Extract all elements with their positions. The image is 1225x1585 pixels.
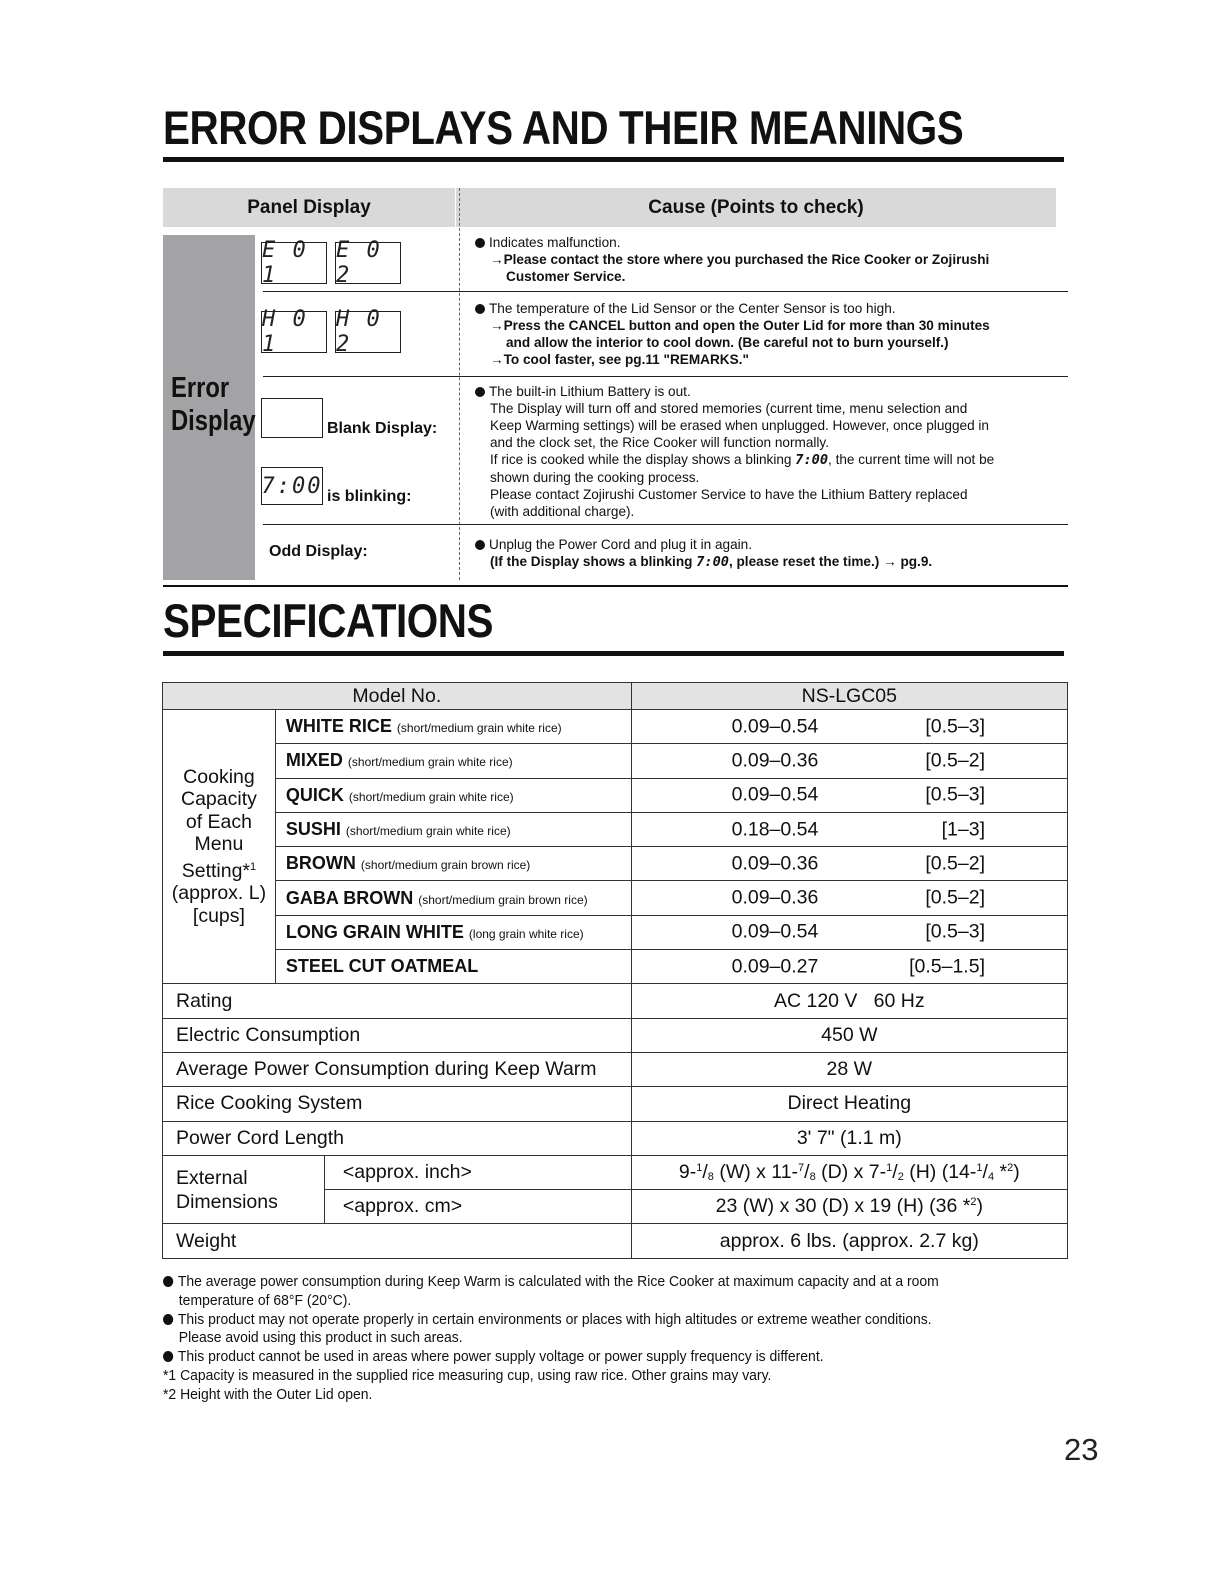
keep-warm-power-value: 28 W (631, 1052, 1067, 1086)
table-row (163, 984, 1068, 1018)
table-row (163, 1087, 1068, 1121)
dimensions-cm-value: 23 (W) x 30 (D) x 19 (H) (36 *$^2$) (631, 1190, 1067, 1224)
bullet-icon (163, 1276, 173, 1287)
table-row (163, 881, 1068, 915)
blank-display-label: Blank Display: (327, 420, 438, 437)
menu-sushi: SUSHI (short/medium grain white rice) (275, 812, 631, 846)
weight-label: Weight (163, 1224, 632, 1258)
table-row (163, 950, 1068, 984)
capacity-value: 0.09–0.54 [0.5–3] (631, 915, 1067, 949)
cause-battery: The built-in Lithium Battery is out. The Display will turn off and stored memories (current time, menu selection and Keep Warming settings) will be erased when unplugged. However, once plugged in and the clock set, the Rice Cooker will function normally. If rice is cooked while the display shows a blinking 7:00, the current time will not be shown during the cooking process. Please contact Zojirushi Customer Service to have the Lithium Battery replaced (with additional charge). (475, 383, 1060, 520)
lcd-blank (261, 398, 323, 438)
table-row (163, 710, 1068, 744)
col-header-panel: Panel Display (163, 188, 455, 227)
capacity-value: 0.09–0.27 [0.5–1.5] (631, 950, 1067, 984)
capacity-value: 0.09–0.36 [0.5–2] (631, 847, 1067, 881)
side-label-line-1: Error (171, 372, 230, 404)
footnote-1: *1 Capacity is measured in the supplied rice measuring cup, using raw rice. Other grains may vary. (163, 1366, 772, 1384)
table-row (163, 1224, 1068, 1258)
error-table (163, 188, 1068, 588)
table-row (163, 683, 1068, 710)
table-row (163, 778, 1068, 812)
dimensions-label: External Dimensions (163, 1155, 325, 1224)
table-row (163, 1121, 1068, 1155)
cord-length-value: 3' 7" (1.1 m) (631, 1121, 1067, 1155)
col-header-cause: Cause (Points to check) (456, 188, 1056, 227)
menu-steel-cut-oatmeal: STEEL CUT OATMEAL (275, 950, 631, 984)
electric-consumption-value: 450 W (631, 1018, 1067, 1052)
row-separator (263, 291, 1068, 292)
lcd-e01: E 0 1 (261, 242, 327, 284)
menu-long-grain-white: LONG GRAIN WHITE (long grain white rice) (275, 915, 631, 949)
error-display-side-label (163, 235, 255, 580)
rating-label: Rating (163, 984, 632, 1018)
bullet-icon (475, 540, 485, 550)
error-table-bottom-rule (163, 585, 1068, 587)
lcd-h02: H 0 2 (335, 311, 401, 353)
dimensions-cm-label: <approx. cm> (324, 1190, 631, 1224)
odd-display-label: Odd Display: (269, 543, 368, 560)
table-row (163, 847, 1068, 881)
capacity-value: 0.09–0.54 [0.5–3] (631, 778, 1067, 812)
table-row (163, 744, 1068, 778)
side-label-line-2: Display (171, 405, 256, 437)
note-power-supply: This product cannot be used in areas where power supply voltage or power supply frequency is different. (163, 1348, 1000, 1367)
table-row (163, 812, 1068, 846)
model-label: Model No. (163, 683, 632, 710)
dimensions-inch-value: $9-^1/_8$ (W) x $11-^7/_8$ (D) x $7-^1/_2$ (H) ($14-^1/_4$ *$^2$) (631, 1155, 1067, 1189)
capacity-value: 0.09–0.36 [0.5–2] (631, 881, 1067, 915)
table-row (163, 915, 1068, 949)
row-separator (263, 376, 1068, 377)
cause-odd-display: Unplug the Power Cord and plug it in again. (If the Display shows a blinking 7:00, please reset the time.) → pg.9. (475, 536, 1060, 571)
spec-notes (163, 1273, 1000, 1405)
page-number: 23 (1064, 1432, 1099, 1467)
note-keep-warm: The average power consumption during Keep Warm is calculated with the Rice Cooker at maximum capacity and at a room temperature of 68°F (20°C). (163, 1273, 1000, 1311)
electric-consumption-label: Electric Consumption (163, 1018, 632, 1052)
blinking-label: is blinking: (327, 488, 412, 505)
lcd-h01: H 0 1 (261, 311, 327, 353)
cooking-system-value: Direct Heating (631, 1087, 1067, 1121)
lcd-blinking-time: 7:00 (261, 467, 323, 505)
keep-warm-power-label: Average Power Consumption during Keep Warm (163, 1052, 632, 1086)
weight-value: approx. 6 lbs. (approx. 2.7 kg) (631, 1224, 1067, 1258)
capacity-value: 0.18–0.54 [1–3] (631, 812, 1067, 846)
cause-temperature: The temperature of the Lid Sensor or the Center Sensor is too high. →Press the CANCEL button and open the Outer Lid for more than 30 minutes and allow the interior to cool down. (Be careful not to burn yourself.) →To cool faster, see pg.11 "REMARKS." (475, 300, 1060, 368)
menu-white-rice: WHITE RICE (short/medium grain white rice) (275, 710, 631, 744)
menu-brown: BROWN (short/medium grain brown rice) (275, 847, 631, 881)
capacity-label: Cooking Capacity of Each Menu Setting*$^1$ (approx. L) [cups] (163, 710, 276, 984)
menu-quick: QUICK (short/medium grain white rice) (275, 778, 631, 812)
menu-gaba-brown: GABA BROWN (short/medium grain brown rice) (275, 881, 631, 915)
bullet-icon (475, 304, 485, 314)
note-environment: This product may not operate properly in certain environments or places with high altitudes or extreme weather conditions. Please avoid using this product in such areas. (163, 1311, 1000, 1349)
bullet-icon (163, 1351, 173, 1362)
bullet-icon (475, 238, 485, 248)
cooking-system-label: Rice Cooking System (163, 1087, 632, 1121)
dimensions-inch-label: <approx. inch> (324, 1155, 631, 1189)
rating-value: AC 120 V 60 Hz (631, 984, 1067, 1018)
row-separator (263, 524, 1068, 525)
table-row (163, 1052, 1068, 1086)
specifications-table (162, 682, 1068, 1259)
menu-mixed: MIXED (short/medium grain white rice) (275, 744, 631, 778)
cord-length-label: Power Cord Length (163, 1121, 632, 1155)
table-row (163, 1018, 1068, 1052)
error-section-title: ERROR DISPLAYS AND THEIR MEANINGS (163, 101, 964, 154)
footnote-2: *2 Height with the Outer Lid open. (163, 1385, 373, 1403)
cause-malfunction: Indicates malfunction. →Please contact the store where you purchased the Rice Cooker or Zojirushi Customer Service. (475, 234, 1060, 285)
capacity-value: 0.09–0.54 [0.5–3] (631, 710, 1067, 744)
spec-title-rule (163, 651, 1064, 656)
model-value: NS-LGC05 (631, 683, 1067, 710)
title-rule (163, 157, 1064, 162)
lcd-e02: E 0 2 (335, 242, 401, 284)
bullet-icon (475, 387, 485, 397)
column-divider (459, 188, 460, 580)
capacity-value: 0.09–0.36 [0.5–2] (631, 744, 1067, 778)
table-row (163, 1155, 1068, 1189)
bullet-icon (163, 1314, 173, 1325)
spec-section-title: SPECIFICATIONS (163, 594, 494, 647)
